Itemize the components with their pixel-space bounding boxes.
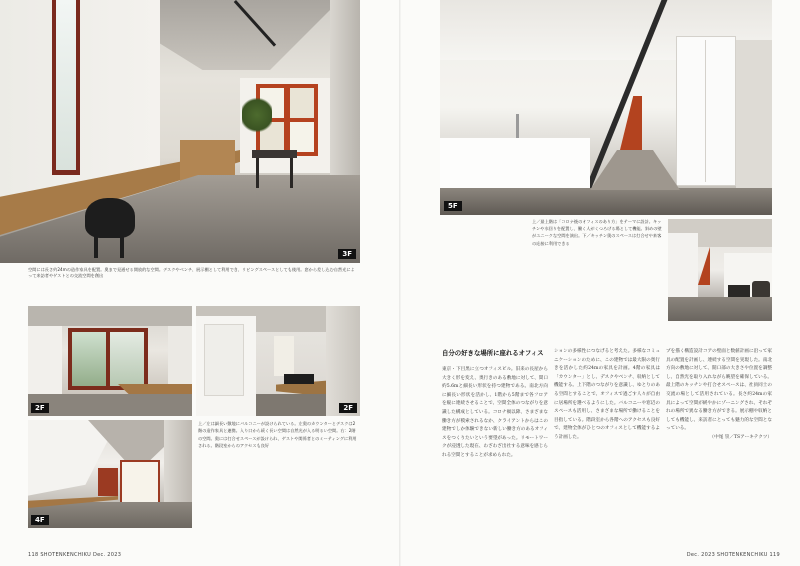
article-column-1: 東京・下目黒に立つオフィスビル。旧来の長屋から大きく形を変え、奥行きのある敷地に対して、間口約5.6mと細長い形状を持つ建物である。南北方向に細長い形状を活かし、1階から5階まで各フロアを縦に連続させることで、空間全体のつながりを意識した構成としている。コロナ禍以降、さまざまな働き方が模索されるなか、クライアントからはこの建物でしか体験できない新しい働き方のあるオフィスをつくりたいという要望があった。リモートワークが浸透した現在、わざわざ出社する意味を感じられる空間とすることが求められた。 [442,367,548,458]
photo-3f-counter [0,0,360,263]
article-column-3-text: プを描く構造設計コアの壁面と数値計画に沿って家具の配置を計画し、連続する空間を実現した。南北方向の敷地に対して、開口部の大きさや位置を調整し、自然光を取り入れながら眺望を確保している。最上階のキッチンや打合せスペースは、社員同士の交流の場として活用されている。長さ約24mの家具によって空間が緩やかにゾーニングされ、それぞれの場所で異なる働き方ができる。展示棚や収納としても機能し、来訪者にとっても魅力的な空間となっている。 [666,349,772,432]
photo-caption: 上／左は細長い敷地にバルコニーが設けられている。左奥のカウンターとデスクは2階の造作家具と連携。入り口から続く長い空間は自然光が入る明るい空間。右：2階の空間。奥には打合せスペースが設けられ、ゲストや関係者とのミーティングに利用される。階段室からのアクセスも良好 [198,421,357,449]
page-gutter [399,0,401,566]
photo-caption: 上／最上階は「コロナ後のオフィスのあり方」をテーマに設計。キッチンや水回りを配置し、働く人がくつろげる場として機能。斜めの壁がユニークな空間を演出。下／キッチン奥のスペースは打合せや来客の応接に利用できる [532,219,662,246]
photo-5f-lounge [668,219,772,321]
page-number-left: 118 SHOTENKENCHIKU Dec. 2023 [28,552,122,558]
article-title: 自分の好きな場所に座れるオフィス [442,349,544,357]
article-credit: （中尾 崇／TSアーキテクツ） [709,434,772,440]
floor-tag: 3F [338,249,356,259]
photo-5f-kitchen [440,0,772,215]
photo-4f-space [28,420,192,528]
article-column-3 [666,348,772,538]
floor-tag: 4F [31,515,49,525]
floor-tag: 2F [339,403,357,413]
floor-tag: 2F [31,403,49,413]
article-column-2: ションの多様性につなげると考えた。多様なコミュニケーションのために、この建物では最大限の奥行きを活かした約24mの家具を計画。4階の家具は「カウンター」とし、デスクやベンチ、収納として機能する。上下階のつながりを意識し、ゆとりのある空間とすることで、オフィスで過ごす人々が自由に居場所を選べるようにした。バルコニーや窓辺のスペースも活用し、さまざまな場所で働けることを目指している。階段室から各階へのアクセスも良好で、建物全体がひとつのオフィスとして機能するよう計画した。 [554,349,660,440]
floor-tag: 5F [444,201,462,211]
photo-2f-corridor [196,306,360,416]
photo-caption: 空間には長さ約24mの造作家具を配置。奥まで見通せる開放的な空間。デスクやベンチ、展示棚として利用でき、リビングスペースとしても使用。窓から差し込む自然光によって来訪者やゲストとの交流空間を創出 [28,267,355,279]
page-number-right: Dec. 2023 SHOTENKENCHIKU 119 [686,552,780,558]
photo-2f-window [28,306,192,416]
